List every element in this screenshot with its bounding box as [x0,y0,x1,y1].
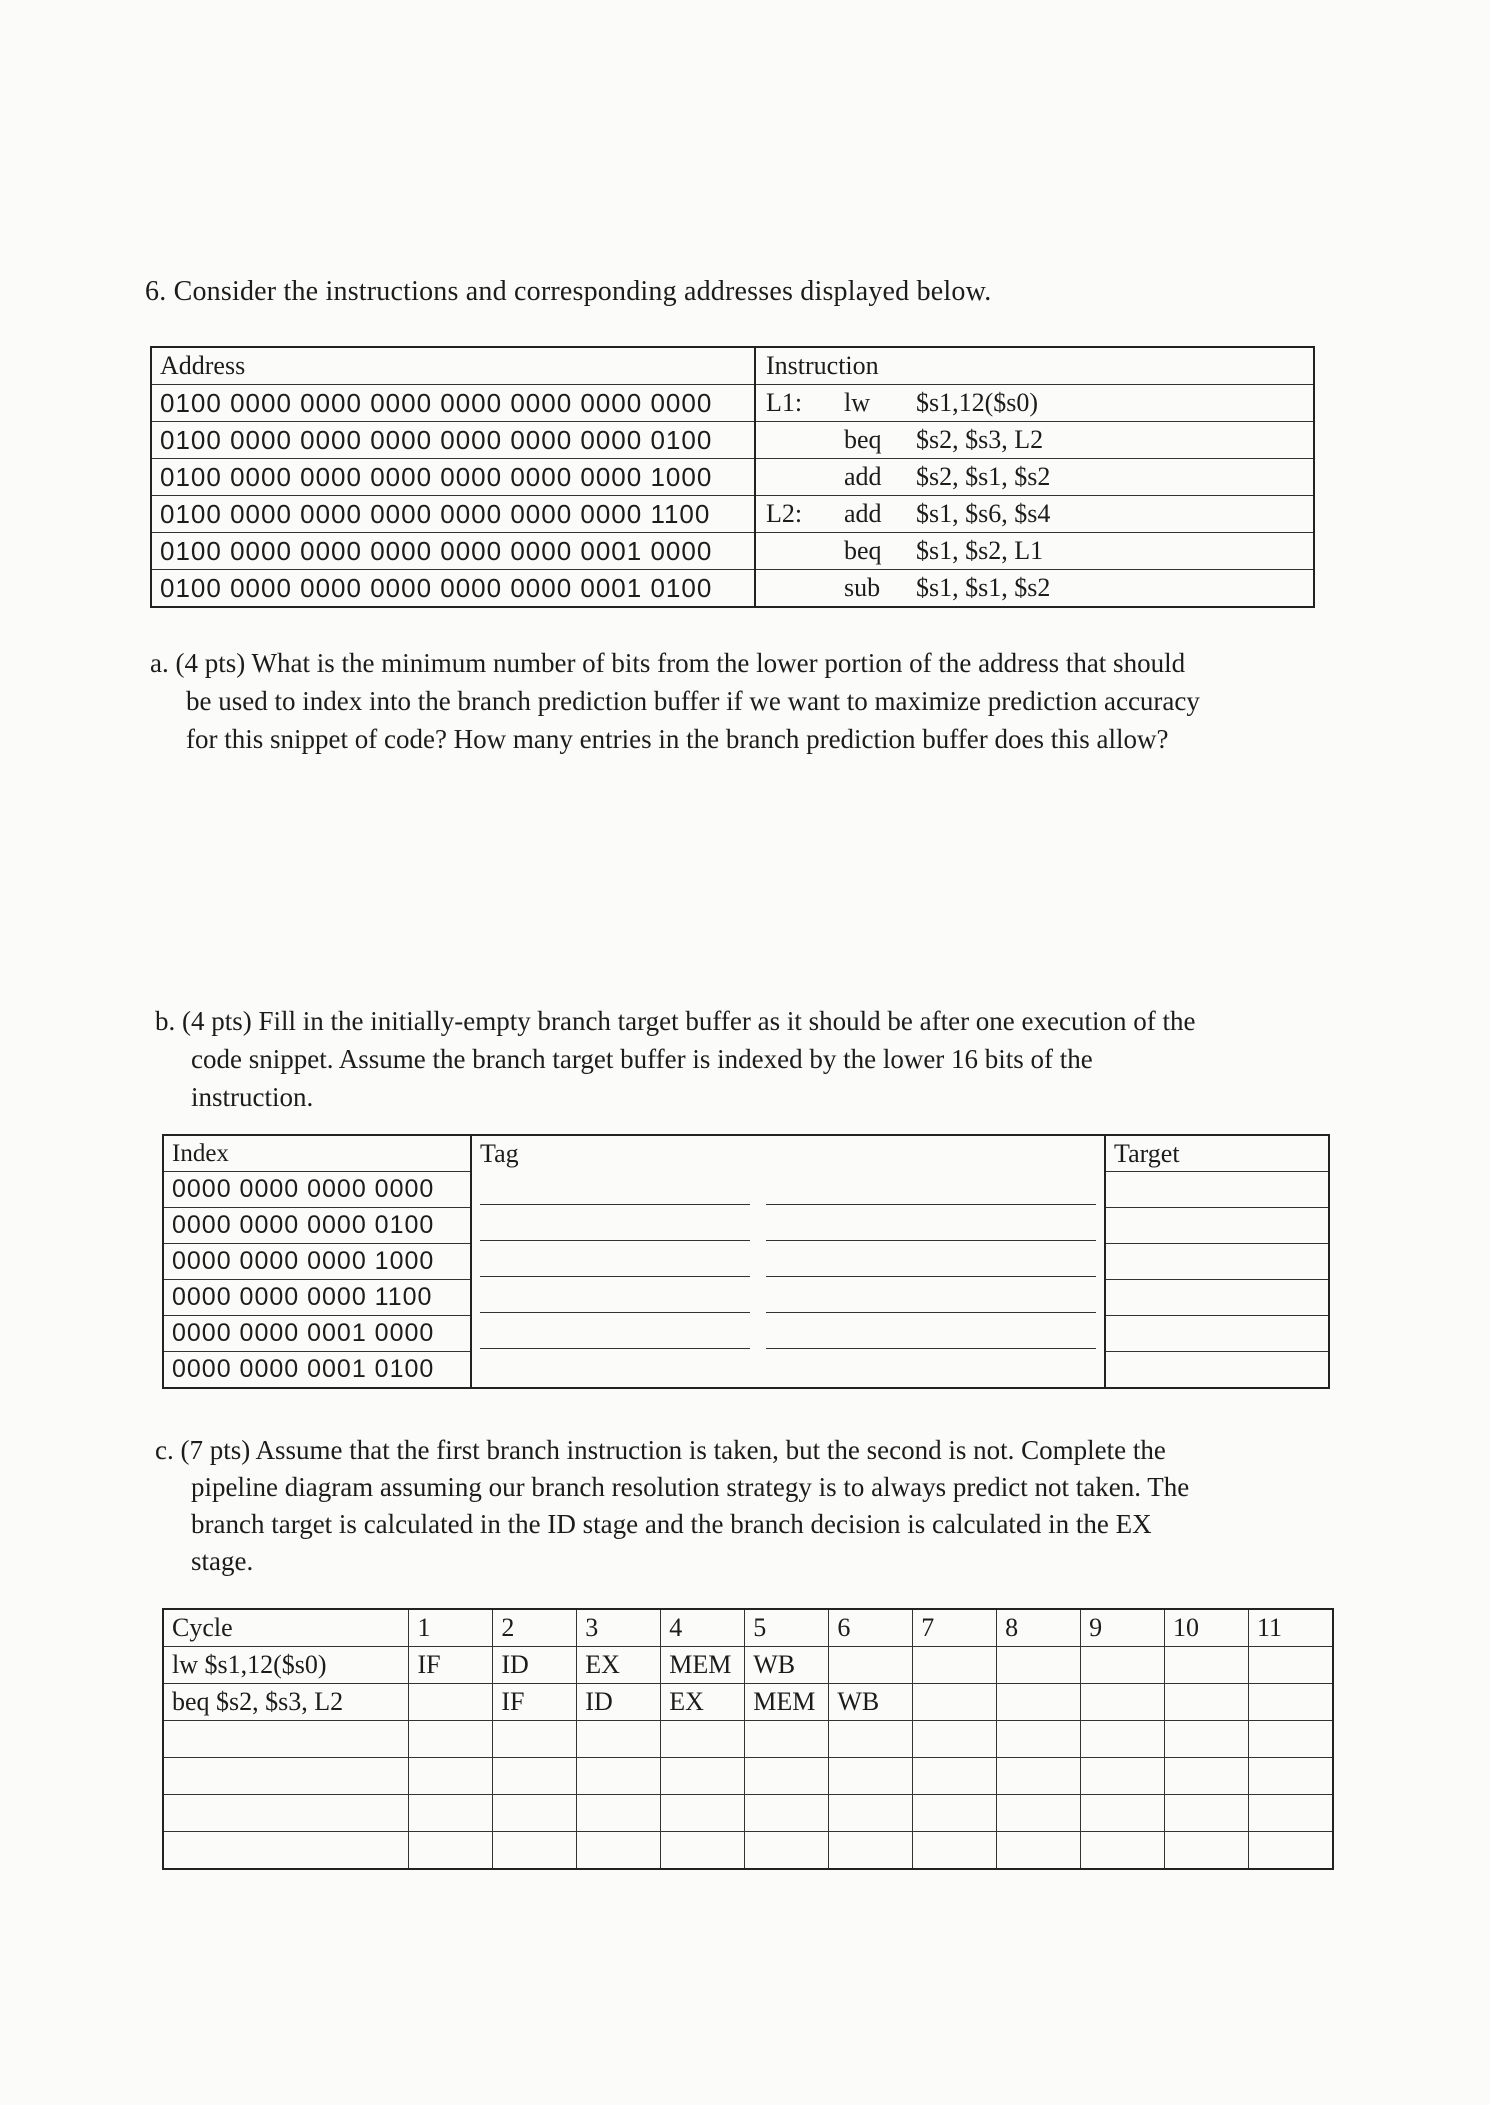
table-row [163,1795,1333,1832]
stage-cell[interactable] [1248,1721,1333,1758]
stage-cell[interactable] [829,1721,913,1758]
stage-cell[interactable] [661,1795,745,1832]
label-cell [755,459,836,496]
blank-cell[interactable] [758,1208,1105,1244]
instruction-cell[interactable] [163,1721,409,1758]
stage-cell[interactable] [577,1832,661,1870]
instruction-cell: lw $s1,12($s0) [163,1647,409,1684]
stage-cell[interactable] [1081,1832,1165,1870]
cycle-number: 7 [913,1609,997,1647]
part-a-text [150,644,1200,758]
part-c-line: stage. [191,1546,254,1576]
stage-cell[interactable] [913,1832,997,1870]
stage-cell[interactable] [1248,1832,1333,1870]
table-row [163,1647,1333,1684]
instruction-cell[interactable] [163,1795,409,1832]
table-row [163,1352,1329,1389]
cycle-number: 3 [577,1609,661,1647]
stage-cell[interactable] [829,1758,913,1795]
cycle-number: 4 [661,1609,745,1647]
stage-cell[interactable] [997,1795,1081,1832]
stage-cell[interactable] [1248,1795,1333,1832]
opcode-cell: beq [836,533,908,570]
stage-cell: WB [829,1684,913,1721]
index-header: Index [163,1135,471,1172]
stage-cell[interactable] [913,1647,997,1684]
stage-cell[interactable] [745,1795,829,1832]
stage-cell[interactable] [913,1758,997,1795]
stage-cell[interactable] [1165,1721,1249,1758]
stage-cell[interactable] [829,1647,913,1684]
blank-cell[interactable] [758,1244,1105,1280]
stage-cell: EX [661,1684,745,1721]
stage-cell[interactable] [1165,1795,1249,1832]
part-a-line: be used to index into the branch prediction buffer if we want to maximize prediction accuracy [186,686,1200,716]
label-cell [755,570,836,608]
stage-cell: EX [577,1647,661,1684]
label-cell [755,422,836,459]
instruction-header: Instruction [755,347,1314,385]
table-row [151,496,1314,533]
stage-cell[interactable] [1248,1684,1333,1721]
index-cell: 0000 0000 0000 1000 [163,1244,471,1280]
args-cell: $s1, $s1, $s2 [908,570,1314,608]
part-c-line: branch target is calculated in the ID stage and the branch decision is calculated in the EX [191,1509,1152,1539]
tag-header: Tag [480,1138,519,1168]
cycle-number: 6 [829,1609,913,1647]
blank-cell[interactable] [758,1280,1105,1316]
stage-cell[interactable] [1081,1795,1165,1832]
table-row [163,1280,1329,1316]
stage-cell[interactable] [493,1758,577,1795]
stage-cell[interactable] [745,1721,829,1758]
address-cell: 0100 0000 0000 0000 0000 0000 0000 0100 [151,422,755,459]
cycle-number: 8 [997,1609,1081,1647]
stage-cell[interactable] [913,1721,997,1758]
opcode-cell: beq [836,422,908,459]
stage-cell[interactable] [997,1832,1081,1870]
stage-cell[interactable] [829,1795,913,1832]
cycle-number: 2 [493,1609,577,1647]
args-cell: $s1,12($s0) [908,385,1314,422]
cycle-number: 9 [1081,1609,1165,1647]
stage-cell[interactable] [661,1832,745,1870]
table-header-row [151,347,1314,385]
table-row [151,385,1314,422]
table-row [163,1758,1333,1795]
part-a-line: a. (4 pts) What is the minimum number of bits from the lower portion of the address that should [150,648,1186,678]
branch-target-buffer-table [162,1134,1330,1389]
stage-cell: ID [493,1647,577,1684]
target-cell[interactable] [1105,1352,1329,1389]
tag-cell[interactable] [471,1208,758,1244]
args-cell: $s2, $s1, $s2 [908,459,1314,496]
stage-cell[interactable] [1081,1721,1165,1758]
cycle-header: Cycle [163,1609,409,1647]
stage-cell[interactable] [1248,1758,1333,1795]
table-row [151,533,1314,570]
stage-cell[interactable] [409,1684,493,1721]
stage-cell[interactable] [829,1832,913,1870]
tag-cell[interactable] [471,1280,758,1316]
stage-cell: IF [493,1684,577,1721]
stage-cell[interactable] [997,1721,1081,1758]
label-cell: L1: [755,385,836,422]
cycle-number: 10 [1165,1609,1249,1647]
target-cell[interactable] [1105,1280,1329,1316]
stage-cell[interactable] [409,1795,493,1832]
index-cell: 0000 0000 0000 0100 [163,1208,471,1244]
stage-cell[interactable] [1248,1647,1333,1684]
opcode-cell: sub [836,570,908,608]
table-row [163,1244,1329,1280]
stage-cell[interactable] [409,1721,493,1758]
stage-cell[interactable] [661,1721,745,1758]
stage-cell[interactable] [997,1647,1081,1684]
instruction-cell[interactable] [163,1832,409,1870]
table-row [151,459,1314,496]
blank-header [758,1135,1105,1172]
stage-cell[interactable] [745,1758,829,1795]
part-c-text [155,1432,1189,1580]
blank-cell[interactable] [758,1172,1105,1208]
address-cell: 0100 0000 0000 0000 0000 0000 0001 0100 [151,570,755,608]
target-cell[interactable] [1105,1244,1329,1280]
stage-cell[interactable] [577,1721,661,1758]
stage-cell[interactable] [493,1721,577,1758]
address-cell: 0100 0000 0000 0000 0000 0000 0000 1000 [151,459,755,496]
pipeline-diagram-table [162,1608,1334,1870]
stage-cell[interactable] [577,1795,661,1832]
table-row [163,1316,1329,1352]
stage-cell[interactable] [997,1684,1081,1721]
stage-cell[interactable] [493,1832,577,1870]
index-cell: 0000 0000 0000 1100 [163,1280,471,1316]
part-b-text [155,1002,1195,1116]
cycle-number: 11 [1248,1609,1333,1647]
target-cell[interactable] [1105,1172,1329,1208]
index-cell: 0000 0000 0001 0000 [163,1316,471,1352]
stage-cell: MEM [745,1684,829,1721]
stage-cell[interactable] [1165,1758,1249,1795]
stage-cell[interactable] [1165,1832,1249,1870]
table-row [151,422,1314,459]
stage-cell[interactable] [1081,1758,1165,1795]
blank-cell[interactable] [758,1352,1105,1389]
address-cell: 0100 0000 0000 0000 0000 0000 0000 0000 [151,385,755,422]
part-c-line: c. (7 pts) Assume that the first branch instruction is taken, but the second is not. Complete the [155,1435,1166,1465]
args-cell: $s1, $s6, $s4 [908,496,1314,533]
cycle-number: 5 [745,1609,829,1647]
stage-cell[interactable] [409,1832,493,1870]
stage-cell: MEM [661,1647,745,1684]
stage-cell[interactable] [913,1684,997,1721]
target-header: Target [1105,1135,1329,1172]
table-row [163,1832,1333,1870]
stage-cell[interactable] [1081,1684,1165,1721]
table-row [163,1721,1333,1758]
part-b-line: code snippet. Assume the branch target buffer is indexed by the lower 16 bits of the [191,1044,1093,1074]
stage-cell[interactable] [409,1758,493,1795]
address-header: Address [151,347,755,385]
target-cell[interactable] [1105,1208,1329,1244]
part-c-line: pipeline diagram assuming our branch resolution strategy is to always predict not taken. The [191,1472,1190,1502]
tag-cell[interactable] [471,1316,758,1352]
args-cell: $s1, $s2, L1 [908,533,1314,570]
opcode-cell: add [836,459,908,496]
table-header-row [163,1609,1333,1647]
opcode-cell: lw [836,385,908,422]
tag-cell[interactable] [471,1352,758,1389]
stage-cell[interactable] [577,1758,661,1795]
args-cell: $s2, $s3, L2 [908,422,1314,459]
tag-cell[interactable] [471,1244,758,1280]
part-b-line: instruction. [191,1082,314,1112]
question-heading: 6. Consider the instructions and corresponding addresses displayed below. [145,276,992,307]
part-b-line: b. (4 pts) Fill in the initially-empty branch target buffer as it should be after one execution of the [155,1006,1196,1036]
opcode-cell: add [836,496,908,533]
stage-cell[interactable] [493,1795,577,1832]
part-a-line: for this snippet of code? How many entries in the branch prediction buffer does this allow? [186,724,1169,754]
label-cell [755,533,836,570]
stage-cell[interactable] [913,1795,997,1832]
stage-cell[interactable] [661,1758,745,1795]
stage-cell: ID [577,1684,661,1721]
stage-cell[interactable] [745,1832,829,1870]
address-instruction-table [150,346,1315,608]
table-header-row [163,1135,1329,1172]
table-row [163,1208,1329,1244]
label-cell: L2: [755,496,836,533]
stage-cell: IF [409,1647,493,1684]
address-cell: 0100 0000 0000 0000 0000 0000 0001 0000 [151,533,755,570]
stage-cell: WB [745,1647,829,1684]
index-cell: 0000 0000 0000 0000 [163,1172,471,1208]
table-row [163,1172,1329,1208]
target-cell[interactable] [1105,1316,1329,1352]
address-cell: 0100 0000 0000 0000 0000 0000 0000 1100 [151,496,755,533]
table-row [151,570,1314,608]
table-row [163,1684,1333,1721]
stage-cell[interactable] [1081,1647,1165,1684]
tag-cell[interactable] [471,1172,758,1208]
stage-cell[interactable] [1165,1647,1249,1684]
stage-cell[interactable] [997,1758,1081,1795]
stage-cell[interactable] [1165,1684,1249,1721]
instruction-cell[interactable] [163,1758,409,1795]
instruction-cell: beq $s2, $s3, L2 [163,1684,409,1721]
blank-cell[interactable] [758,1316,1105,1352]
index-cell: 0000 0000 0001 0100 [163,1352,471,1389]
cycle-number: 1 [409,1609,493,1647]
